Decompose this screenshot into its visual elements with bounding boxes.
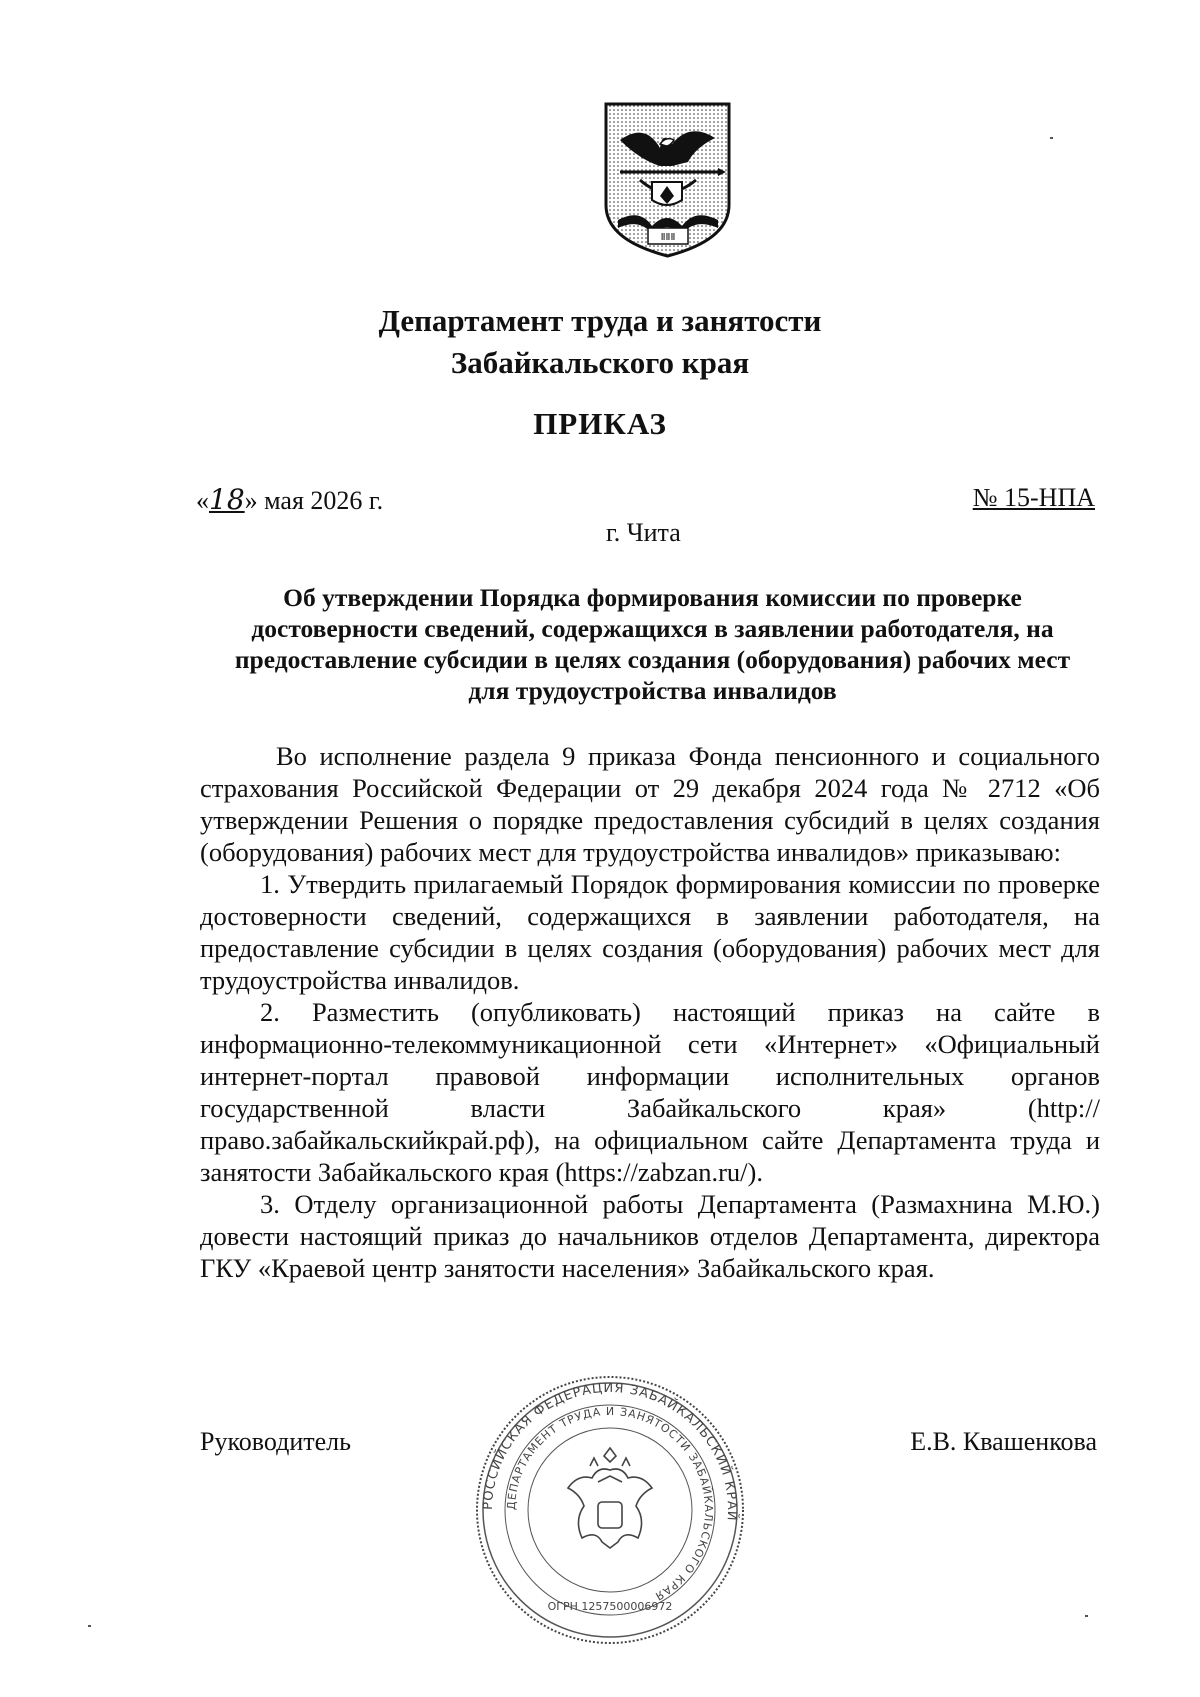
- svg-text:ⅡⅡⅡ: ⅡⅡⅡ: [660, 232, 676, 243]
- preamble-paragraph: Во исполнение раздела 9 приказа Фонда пенсионного и социального страхования Российской Федерации от 29 декабря 2024 года № 2712 «Об утверждении Решения о порядке предоставления субсидий в целях создания (оборудования) рабочих мест для трудоустройства инвалидов» приказываю:: [200, 741, 1100, 867]
- subject-line: Об утверждении Порядка формирования комиссии по проверке: [283, 583, 1022, 612]
- seal-outer-text: РОССИЙСКАЯ ФЕДЕРАЦИЯ ЗАБАЙКАЛЬСКИЙ КРАЙ: [480, 1380, 740, 1522]
- organization-name-line2: Забайкальского края: [450, 345, 750, 380]
- signatory-position: Руководитель: [200, 1427, 351, 1456]
- subject-line: достоверности сведений, содержащихся в заявлении работодателя, на: [251, 614, 1054, 643]
- order-item-1: 1. Утвердить прилагаемый Порядок формирования комиссии по проверке достоверности сведений, содержащихся в заявлении работодателя, на предоставление субсидии в целях создания (оборудования) рабочих мест для трудоустройства инвалидов.: [200, 869, 1100, 995]
- order-body: [200, 740, 1100, 1284]
- seal-ogrn: ОГРН 1257500006972: [547, 1600, 673, 1613]
- coat-of-arms-icon: [600, 100, 735, 260]
- order-subject: [190, 582, 1115, 706]
- date-day: 18: [209, 483, 245, 516]
- organization-name-line1: Департамент труда и занятости: [378, 303, 822, 338]
- order-date: [196, 483, 383, 516]
- official-seal-icon: [470, 1370, 750, 1650]
- order-item-2: 2. Разместить (опубликовать) настоящий приказ на сайте в информационно-телекоммуникационной сети «Интернет» «Официальный интернет-портал правовой информации исполнительных органов государственной власти Забайкальского края» (http://право.забайкальскийкрай.рф), на официальном сайте Департамента труда и занятости Забайкальского края (https://zabzan.ru/).: [200, 997, 1100, 1187]
- organization-header: [0, 300, 1200, 384]
- subject-line: предоставление субсидии в целях создания (оборудования) рабочих мест: [234, 645, 1071, 674]
- order-city: г. Чита: [606, 518, 681, 547]
- scan-speck: [88, 1625, 91, 1627]
- order-number: № 15-НПА: [972, 483, 1095, 512]
- document-type-title: ПРИКАЗ: [533, 406, 667, 441]
- date-open-quote: «: [196, 486, 209, 515]
- svg-text:РОССИЙСКАЯ ФЕДЕРАЦИЯ ЗАБАЙКАЛЬ: [481, 1381, 740, 1522]
- scan-speck: [1085, 1615, 1088, 1617]
- scan-speck: [1050, 137, 1053, 139]
- subject-line: для трудоустройства инвалидов: [468, 676, 837, 705]
- date-month-year: » мая 2026 г.: [244, 486, 384, 515]
- seal-inner-text: ДЕПАРТАМЕНТ ТРУДА И ЗАНЯТОСТИ ЗАБАЙКАЛЬСКОГО КРАЯ: [504, 1404, 716, 1604]
- order-item-3: 3. Отделу организационной работы Департамента (Размахнина М.Ю.) довести настоящий приказ до начальников отделов Департамента, директора ГКУ «Краевой центр занятости населения» Забайкальского края.: [200, 1189, 1100, 1283]
- signatory-name: Е.В. Квашенкова: [910, 1427, 1097, 1456]
